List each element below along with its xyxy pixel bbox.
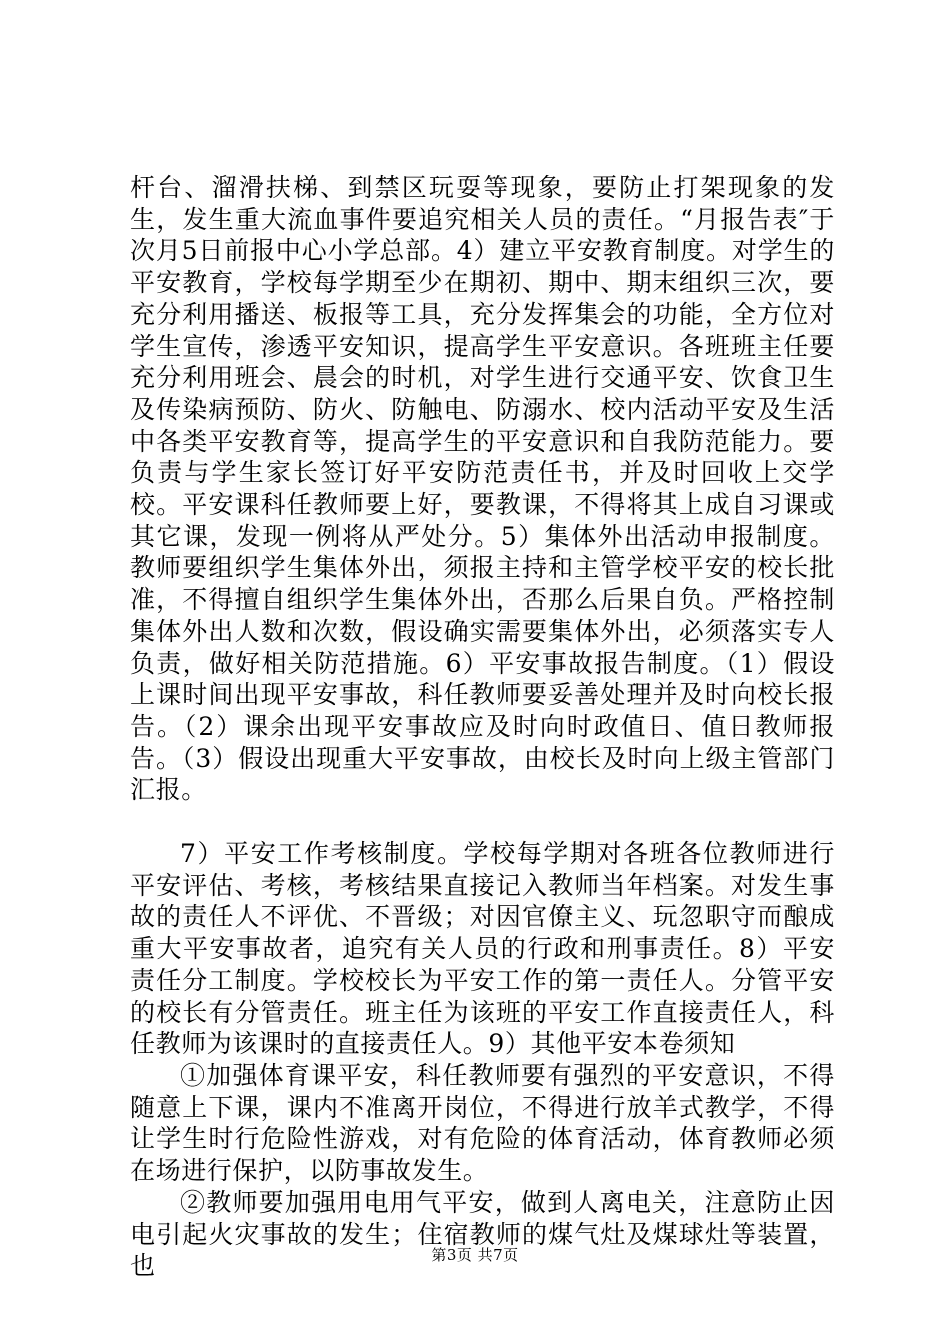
paragraph-gap bbox=[130, 806, 835, 838]
paragraph-3: ①加强体育课平安，科任教师要有强烈的平安意识，不得随意上下课，课内不准离开岗位，不得进行放羊式教学，不得让学生时行危险性游戏，对有危险的体育活动，体育教师必须在场进行保护，以防事故发生。 bbox=[130, 1060, 835, 1186]
paragraph-4: ②教师要加强用电用气平安，做到人离电关，注意防止因电引起火灾事故的发生；住宿教师的煤气灶及煤球灶等装置，也 bbox=[130, 1187, 835, 1281]
page-footer: 第3页 共7页 bbox=[431, 1246, 519, 1264]
document-body bbox=[130, 172, 835, 1282]
paragraph-1: 杆台、溜滑扶梯、到禁区玩耍等现象，要防止打架现象的发生，发生重大流血事件要追究相关人员的责任。“月报告表″于次月5日前报中心小学总部。4）建立平安教育制度。对学生的平安教育，学校每学期至少在期初、期中、期末组织三次，要充分利用播送、板报等工具，充分发挥集会的功能，全方位对学生宣传，渗透平安知识，提高学生平安意识。各班班主任要充分利用班会、晨会的时机，对学生进行交通平安、饮食卫生及传染病预防、防火、防触电、防溺水、校内活动平安及生活中各类平安教育等，提高学生的平安意识和自我防范能力。要负责与学生家长签订好平安防范责任书，并及时回收上交学校。平安课科任教师要上好，要教课，不得将其上成自习课或其它课，发现一例将从严处分。5）集体外出活动申报制度。教师要组织学生集体外出，须报主持和主管学校平安的校长批准，不得擅自组织学生集体外出，否那么后果自负。严格控制集体外出人数和次数，假设确实需要集体外出，必须落实专人负责，做好相关防范措施。6）平安事故报告制度。（1）假设上课时间出现平安事故，科任教师要妥善处理并及时向校长报告。（2）课余出现平安事故应及时向时政值日、值日教师报告。（3）假设出现重大平安事故，由校长及时向上级主管部门汇报。 bbox=[130, 173, 835, 805]
paragraph-2: 7）平安工作考核制度。学校每学期对各班各位教师进行平安评估、考核，考核结果直接记入教师当年档案。对发生事故的责任人不评优、不晋级；对因官僚主义、玩忽职守而酿成重大平安事故者，追究有关人员的行政和刑事责任。8）平安责任分工制度。学校校长为平安工作的第一责任人。分管平安的校长有分管责任。班主任为该班的平安工作直接责任人，科任教师为该课时的直接责任人。9）其他平安本卷须知 bbox=[130, 839, 835, 1059]
